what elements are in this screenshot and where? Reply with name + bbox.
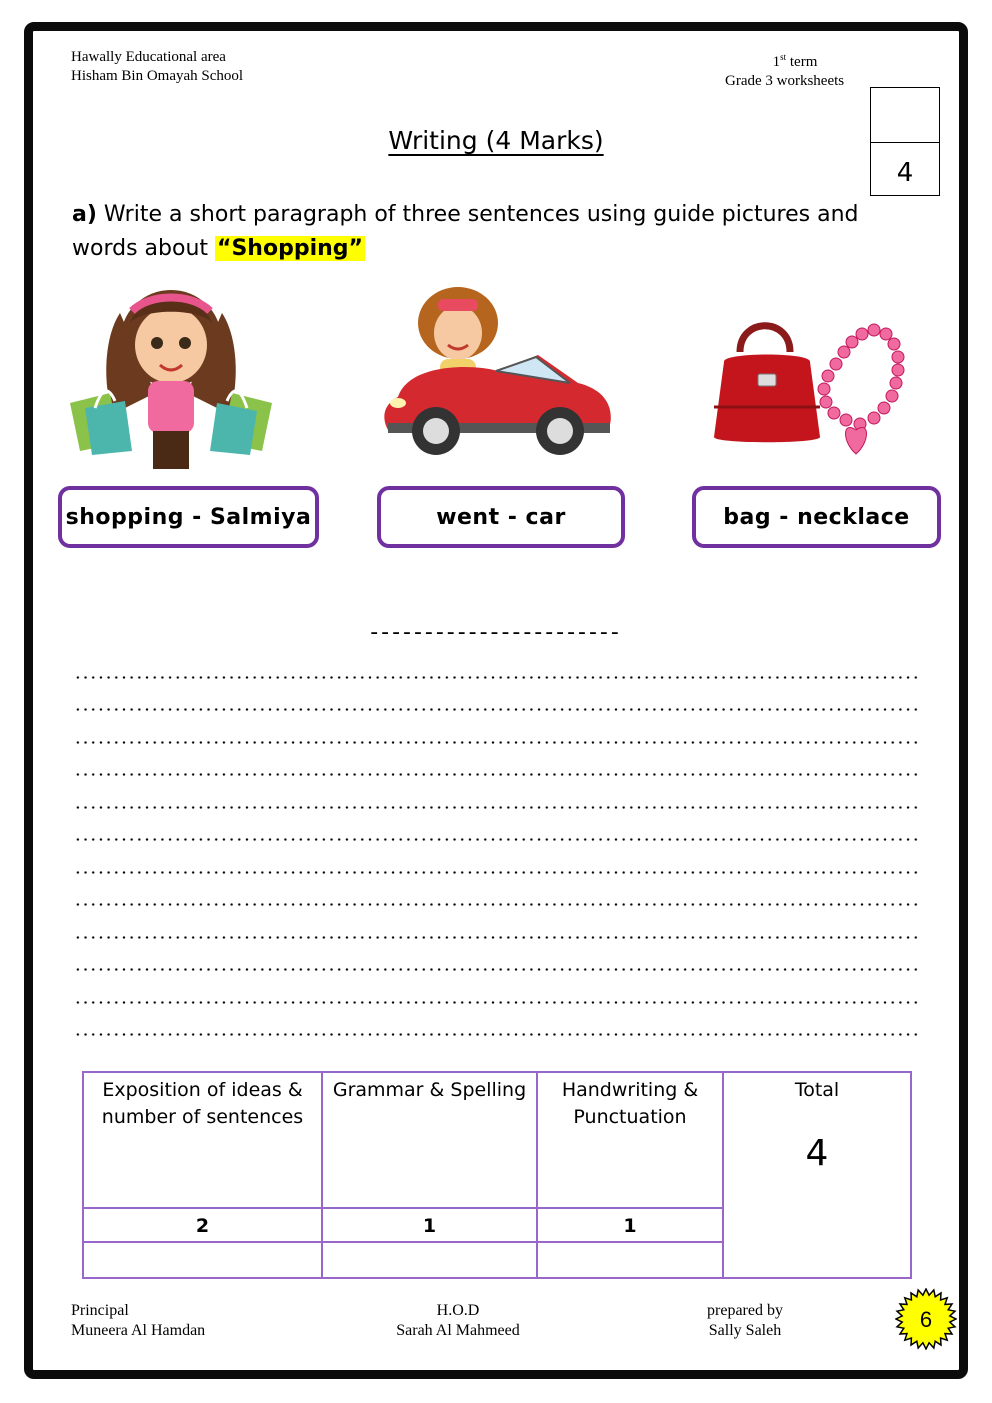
page-number-badge xyxy=(895,1288,957,1350)
rubric-header-grammar: Grammar & Spelling xyxy=(322,1072,537,1208)
writing-line[interactable] xyxy=(74,871,920,874)
guide-word-box-3: bag - necklace xyxy=(692,486,941,548)
writing-line[interactable] xyxy=(74,676,920,679)
rubric-score-grammar: 1 xyxy=(322,1208,537,1242)
rubric-header-total: Total xyxy=(794,1079,840,1101)
writing-line[interactable] xyxy=(74,903,920,906)
prepared-title: prepared by xyxy=(707,1302,783,1319)
prepared-name: Sally Saleh xyxy=(708,1322,782,1339)
writing-line[interactable] xyxy=(74,806,920,809)
header-right xyxy=(725,48,865,91)
paragraph-title-line: ----------------------- xyxy=(370,620,622,645)
school-name: Hisham Bin Omayah School xyxy=(71,68,244,84)
rubric-mark-exposition[interactable] xyxy=(83,1242,322,1278)
writing-line[interactable] xyxy=(74,838,920,841)
rubric-mark-handwriting[interactable] xyxy=(537,1242,723,1278)
section-title: Writing (4 Marks) xyxy=(388,126,604,155)
writing-line[interactable] xyxy=(74,1033,920,1036)
footer-prepared-by xyxy=(690,1301,800,1341)
rubric-score-exposition: 2 xyxy=(83,1208,322,1242)
rubric-total-cell xyxy=(723,1072,911,1278)
header-left xyxy=(71,48,243,86)
writing-line[interactable] xyxy=(74,741,920,744)
rubric-total-value: 4 xyxy=(805,1133,829,1174)
rubric-header-exposition: Exposition of ideas & number of sentences xyxy=(83,1072,322,1208)
writing-line[interactable] xyxy=(74,968,920,971)
woman-car-picture xyxy=(378,285,616,465)
writing-line[interactable] xyxy=(74,936,920,939)
footer-hod xyxy=(380,1301,536,1341)
footer-principal xyxy=(71,1301,205,1341)
guide-word-box-1: shopping - Salmiya xyxy=(58,486,319,548)
principal-name: Muneera Al Hamdan xyxy=(71,1322,206,1339)
hod-title: H.O.D xyxy=(436,1302,480,1319)
term-label: 1st term xyxy=(772,52,818,70)
instruction: a) Write a short paragraph of three sentences using guide pictures and words about “Shopping” xyxy=(72,202,859,261)
educational-area: Hawally Educational area xyxy=(71,49,226,65)
writing-line[interactable] xyxy=(74,773,920,776)
grade-label: Grade 3 worksheets xyxy=(725,73,845,89)
writing-line[interactable] xyxy=(74,1001,920,1004)
rubric-score-handwriting: 1 xyxy=(537,1208,723,1242)
mark-value: 4 xyxy=(896,158,914,188)
principal-title: Principal xyxy=(71,1302,129,1319)
rubric-mark-grammar[interactable] xyxy=(322,1242,537,1278)
hod-name: Sarah Al Mahmeed xyxy=(396,1322,520,1339)
bag-necklace-picture xyxy=(702,312,912,467)
page-number: 6 xyxy=(919,1307,933,1332)
topic-highlight: “Shopping” xyxy=(217,236,363,261)
guide-word-box-2: went - car xyxy=(377,486,625,548)
rubric-header-handwriting: Handwriting & Punctuation xyxy=(537,1072,723,1208)
girl-shopping-picture xyxy=(60,283,282,478)
writing-line[interactable] xyxy=(74,708,920,711)
rubric-table xyxy=(82,1071,912,1279)
